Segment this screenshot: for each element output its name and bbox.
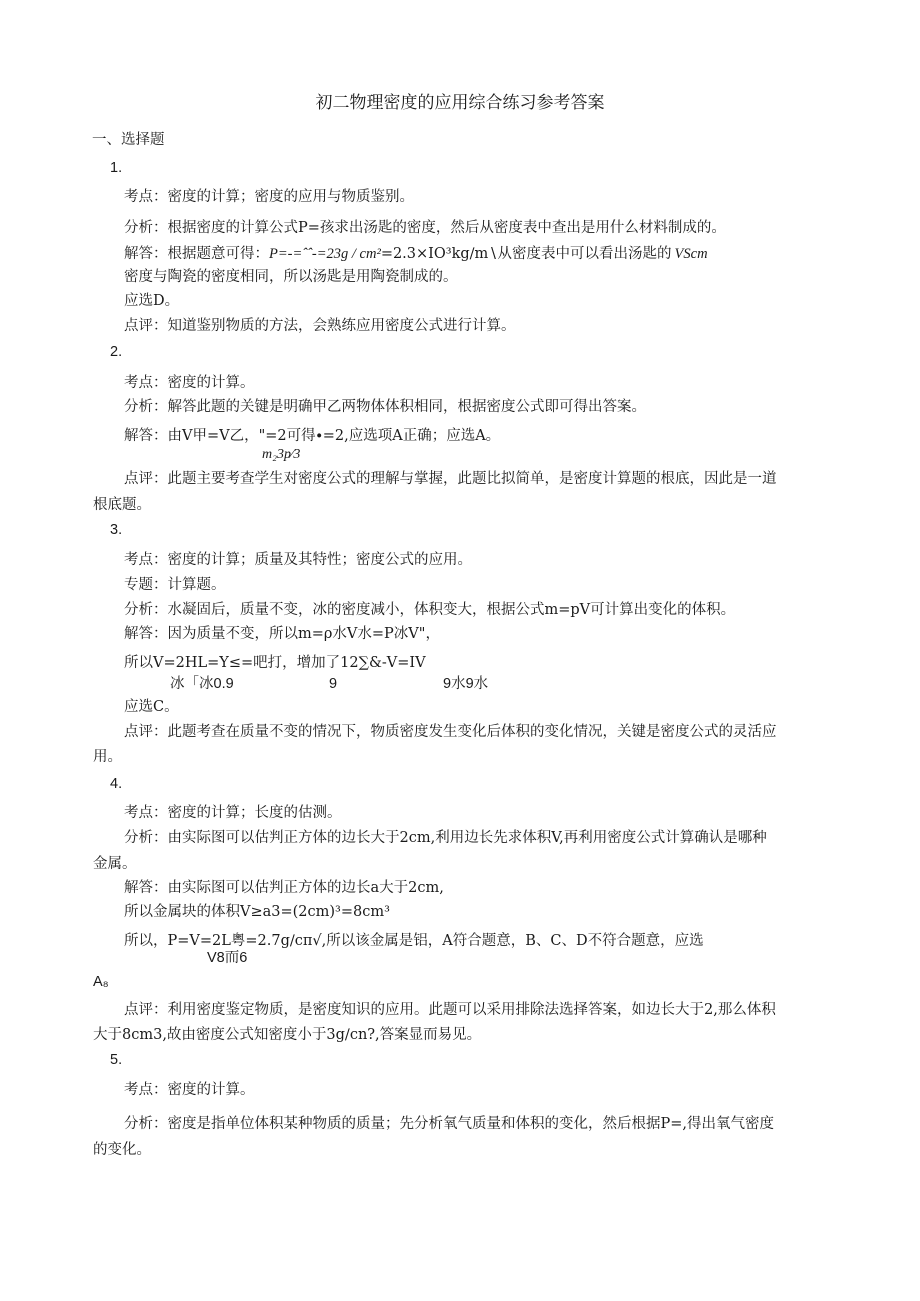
question-number: 4. xyxy=(110,776,123,792)
formula-subscript: 9水9水 xyxy=(443,676,489,692)
jieda-text: 解答：因为质量不变，所以m=ρ水V水=P冰V"， xyxy=(124,626,440,642)
fenxi-text: 分析：密度是指单位体积某种物质的质量；先分析氧气质量和体积的变化，然后根据P=,得出氧气密度 xyxy=(124,1116,775,1132)
answer-choice: 应选D。 xyxy=(124,293,180,309)
answer-choice: A₈ xyxy=(93,974,109,990)
formula-subscript: V8而6 xyxy=(207,950,248,966)
jieda-continued: 密度与陶瓷的密度相同，所以汤匙是用陶瓷制成的。 xyxy=(124,269,458,285)
dianping-text: 点评：利用密度鉴定物质，是密度知识的应用。此题可以采用排除法选择答案，如边长大于2,那么体积 xyxy=(124,1002,776,1018)
density-formula: P=-=ˆˆ-=23g / cm² xyxy=(269,246,381,262)
dianping-text: 点评：此题考查在质量不变的情况下，物质密度发生变化后体积的变化情况，关键是密度公式的灵活应 xyxy=(124,724,777,740)
dianping-text: 点评：此题主要考查学生对密度公式的理解与掌握，此题比拟简单，是密度计算题的根底，因此是一道 xyxy=(124,471,777,487)
dianping-text: 点评：知道鉴别物质的方法，会熟练应用密度公式进行计算。 xyxy=(124,318,516,334)
question-number: 1. xyxy=(110,160,123,176)
formula-subscript: m₂3p⁄3 xyxy=(262,447,301,462)
fenxi-text: 分析：由实际图可以估判正方体的边长大于2cm,利用边长先求体积V,再利用密度公式计算确认是哪种 xyxy=(124,830,767,846)
kaodian-text: 考点：密度的计算；长度的估测。 xyxy=(124,805,342,821)
formula-subscript: 9 xyxy=(329,676,338,692)
kaodian-text: 考点：密度的计算。 xyxy=(124,1082,255,1098)
formula-fragment: VScm xyxy=(674,246,708,262)
dianping-continued: 大于8cm3,故由密度公式知密度小于3g∕cn?,答案显而易见。 xyxy=(93,1027,482,1043)
volume-line: 所以金属块的体积V≥a3=(2cm)³=8cm³ xyxy=(124,904,390,920)
zhuanti-text: 专题：计算题。 xyxy=(124,577,226,593)
kaodian-text: 考点：密度的计算；质量及其特性；密度公式的应用。 xyxy=(124,552,472,568)
question-number: 3. xyxy=(110,522,123,538)
jieda-result: =2.3×IO³kg∕m∖从密度表中可以看出汤匙的 xyxy=(380,246,672,262)
fenxi-continued: 的变化。 xyxy=(93,1142,151,1158)
dianping-continued: 根底题。 xyxy=(93,497,151,513)
fenxi-text: 分析：解答此题的关键是明确甲乙两物体体积相同，根据密度公式即可得出答案。 xyxy=(124,399,646,415)
fenxi-text: 分析：水凝固后，质量不变，冰的密度减小，体积变大，根据公式m=pV可计算出变化的体积。 xyxy=(124,602,736,618)
question-number: 5. xyxy=(110,1052,123,1068)
formula-line: 所以，P=V=2L粤=2.7g∕cπ√,所以该金属是铝，A符合题意，B、C、D不符合题意，应选 xyxy=(124,933,704,949)
formula-subscript: 冰「冰0.9 xyxy=(170,676,234,692)
formula-line: 所以V=2HL=Y≤=吧打，增加了12∑&-V=IV xyxy=(124,655,426,671)
section-heading: 一、选择题 xyxy=(92,132,165,148)
fenxi-text: 分析：根据密度的计算公式P=孩求出汤匙的密度，然后从密度表中查出是用什么材料制成的。 xyxy=(124,220,726,236)
jieda-text xyxy=(124,245,708,263)
jieda-label: 解答：根据题意可得： xyxy=(124,246,269,262)
page-title: 初二物理密度的应用综合练习参考答案 xyxy=(315,93,605,113)
kaodian-text: 考点：密度的计算。 xyxy=(124,375,255,391)
dianping-continued: 用。 xyxy=(93,749,122,765)
jieda-text: 解答：由V甲=V乙，"=2可得∙=2,应选项A正确；应选A。 xyxy=(124,428,501,444)
answer-choice: 应选C。 xyxy=(124,699,179,715)
fenxi-continued: 金属。 xyxy=(93,856,137,872)
kaodian-text: 考点：密度的计算；密度的应用与物质鉴别。 xyxy=(124,189,414,205)
question-number: 2. xyxy=(110,344,123,360)
jieda-text: 解答：由实际图可以估判正方体的边长a大于2cm, xyxy=(124,880,444,896)
